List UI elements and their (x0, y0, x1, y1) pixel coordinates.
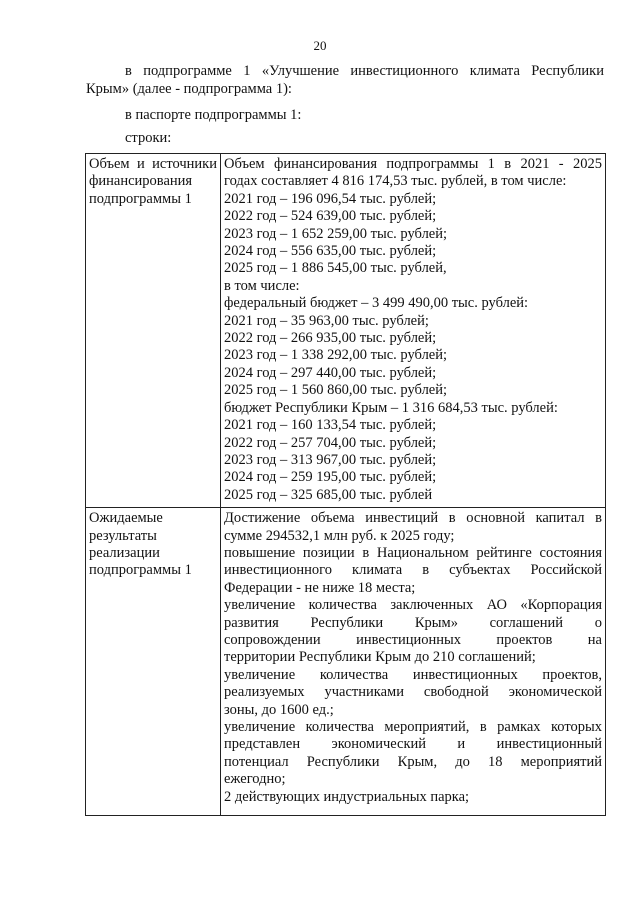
financing-line: 2025 год – 1 886 545,00 тыс. рублей, (224, 260, 447, 277)
results-label-cell (86, 508, 221, 816)
table-row-results (86, 508, 606, 816)
results-line: потенциал Республики Крым, до 18 мероприятий (224, 753, 602, 770)
results-line: инвестиционного климата в субъектах Российской (224, 562, 602, 579)
financing-line: 2021 год – 196 096,54 тыс. рублей; (224, 190, 437, 207)
financing-line: 2024 год – 297 440,00 тыс. рублей; (224, 364, 437, 381)
results-line: развития Республики Крым» соглашений о (224, 614, 602, 631)
financing-line: бюджет Республики Крым – 1 316 684,53 тыс. рублей: (224, 399, 558, 416)
intro-paragraph-passport (86, 106, 640, 124)
financing-line: федеральный бюджет – 3 499 490,00 тыс. рублей: (224, 295, 529, 312)
results-value-cell (221, 508, 606, 816)
passport-table (85, 153, 606, 816)
financing-line: 2024 год – 259 195,00 тыс. рублей; (224, 469, 437, 486)
financing-line: 2023 год – 1 338 292,00 тыс. рублей; (224, 347, 448, 364)
financing-line: в том числе: (224, 277, 300, 294)
financing-line: 2023 год – 1 652 259,00 тыс. рублей; (224, 225, 448, 242)
financing-line: 2022 год – 266 935,00 тыс. рублей; (224, 330, 437, 347)
intro-text-1: в подпрограмме 1 «Улучшение инвестиционного климата Республики Крым» (далее - подпрограмма 1): (86, 63, 604, 97)
intro-paragraph-subprogram (86, 62, 604, 98)
financing-line: 2022 год – 257 704,00 тыс. рублей; (224, 434, 437, 451)
results-line: ежегодно; (224, 771, 286, 788)
results-line: территории Республики Крым до 210 соглашений; (224, 649, 536, 666)
intro-text-2: в паспорте подпрограммы 1: (125, 107, 302, 123)
financing-line: Объем финансирования подпрограммы 1 в 2021 - 2025 (224, 156, 602, 172)
results-line: сопровождении инвестиционных проектов на (224, 631, 602, 648)
financing-line: 2024 год – 556 635,00 тыс. рублей; (224, 243, 437, 260)
financing-line: годах составляет 4 816 174,53 тыс. рублей, в том числе: (224, 173, 567, 190)
financing-label-line: финансирования (89, 173, 193, 190)
financing-line: 2021 год – 35 963,00 тыс. рублей; (224, 312, 429, 329)
results-line: зоны, до 1600 ед.; (224, 701, 334, 718)
results-line: увеличение количества мероприятий, в рамках которых (224, 719, 602, 735)
financing-label-line: Объем и источники (89, 156, 217, 172)
results-line: повышение позиции в Национальном рейтинге состояния (224, 544, 602, 561)
results-line: сумме 294532,1 млн руб. к 2025 году; (224, 527, 455, 544)
financing-value-cell (221, 154, 606, 508)
intro-paragraph-rows (86, 129, 640, 147)
financing-line: 2023 год – 313 967,00 тыс. рублей; (224, 451, 437, 468)
financing-label-line: подпрограммы 1 (89, 190, 192, 207)
financing-line: 2025 год – 325 685,00 тыс. рублей (224, 486, 433, 503)
financing-line: 2022 год – 524 639,00 тыс. рублей; (224, 208, 437, 225)
results-line: Федерации - не ниже 18 места; (224, 579, 416, 596)
results-line: увеличение количества инвестиционных проектов, (224, 666, 602, 683)
financing-line: 2025 год – 1 560 860,00 тыс. рублей; (224, 382, 448, 399)
results-line: 2 действующих индустриальных парка; (224, 788, 470, 805)
results-line: реализуемых участниками свободной экономической (224, 684, 602, 701)
page-number: 20 (313, 38, 327, 53)
results-line: Достижение объема инвестиций в основной капитал в (224, 510, 602, 527)
results-label-line: подпрограммы 1 (89, 562, 192, 579)
results-label-line: результаты (89, 527, 157, 544)
table-row-financing (86, 154, 606, 508)
results-label-line: реализации (89, 544, 160, 561)
intro-text-3: строки: (125, 130, 172, 146)
results-label-line: Ожидаемые (89, 510, 163, 527)
results-line: увеличение количества заключенных АО «Корпорация (224, 597, 602, 614)
financing-label-cell (86, 154, 221, 508)
financing-line: 2021 год – 160 133,54 тыс. рублей; (224, 417, 437, 434)
results-line: представлен экономический и инвестиционный (224, 736, 602, 753)
